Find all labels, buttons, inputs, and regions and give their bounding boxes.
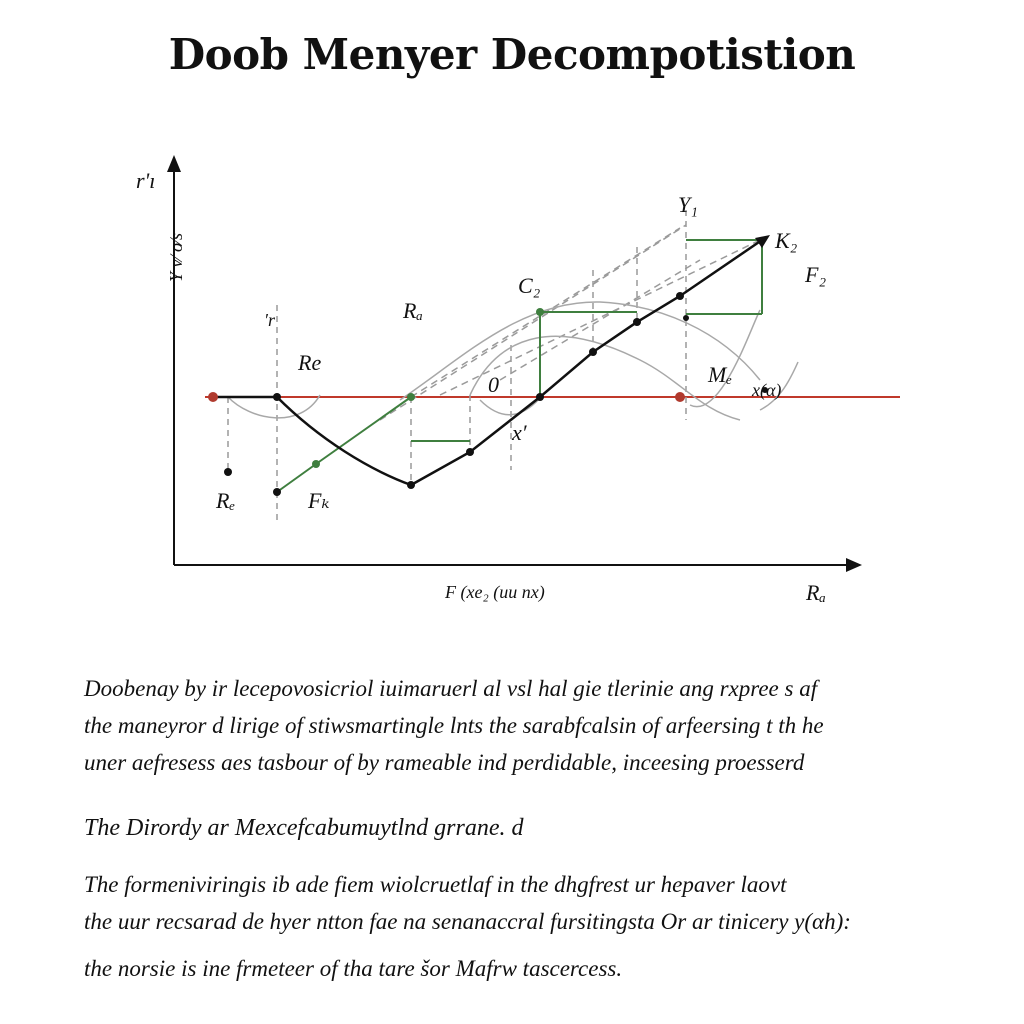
label-y-top-right: Y₁ xyxy=(678,192,698,217)
dashed-diagonals xyxy=(380,225,760,420)
axes xyxy=(167,155,862,572)
dashed-verticals xyxy=(228,210,686,520)
label-zero: 0 xyxy=(488,372,499,397)
label-m-e: Mₑ xyxy=(708,362,733,387)
paragraph-line: The formeniviringis ib ade fiem wiolcruetlaf in the dhgfrest ur hepaver laovt xyxy=(84,872,787,897)
label-y-axis-top: r'ı xyxy=(136,168,156,193)
label-y-axis-side: Y v∕ o∕s xyxy=(166,232,186,282)
explanation-paragraph xyxy=(84,866,964,987)
label-x-mid: x′ xyxy=(512,420,527,445)
line-gap xyxy=(84,940,964,950)
black-curve xyxy=(213,240,762,485)
label-r-axis-end: Rₐ xyxy=(806,580,826,605)
page-title: Doob Menyer Decompotistion xyxy=(168,30,856,79)
label-k-top: K₂ xyxy=(775,228,798,253)
label-x-axis: F (xe₂ (uu nx) xyxy=(445,582,545,602)
paragraph-line: the maneyror d lirige of stiwsmartingle lnts the sarabfcalsin of arfeersing t th he xyxy=(84,713,824,738)
label-r-e: Re xyxy=(298,350,322,375)
label-r-bottom-left: Rₑ xyxy=(216,488,236,513)
y-axis-arrow xyxy=(167,155,181,172)
paragraph-line: Doobenay by ir lecepovosicriol iuimaruerl al vsl hal gie tlerinie ang rxpree s af xyxy=(84,676,818,701)
label-f-right: F₂ xyxy=(805,262,827,287)
label-x-right: x(α) xyxy=(752,380,782,400)
label-r-a: Rₐ xyxy=(403,298,423,323)
label-c-mid: C₂ xyxy=(518,273,541,298)
paragraph-line: the norsie is ine frmeteer of tha tare šor Mafrw tascercess. xyxy=(84,956,623,981)
x-axis-arrow xyxy=(846,558,862,572)
section-heading: The Dirordy ar Mexcefcabumuytlnd grrane. d xyxy=(84,815,524,841)
description-paragraph xyxy=(84,670,964,781)
label-tick-mark: ′r xyxy=(264,310,275,330)
paragraph-line: the uur recsarad de hyer ntton fae na senanaccral fursitingsta Or ar tinicery y(αh): xyxy=(84,909,851,934)
diagram-labels xyxy=(136,168,826,605)
label-f-bottom: Fₖ xyxy=(308,488,330,513)
paragraph-line: uner aefresess aes tasbour of by rameable ind perdidable, inceesing proesserd xyxy=(84,750,805,775)
